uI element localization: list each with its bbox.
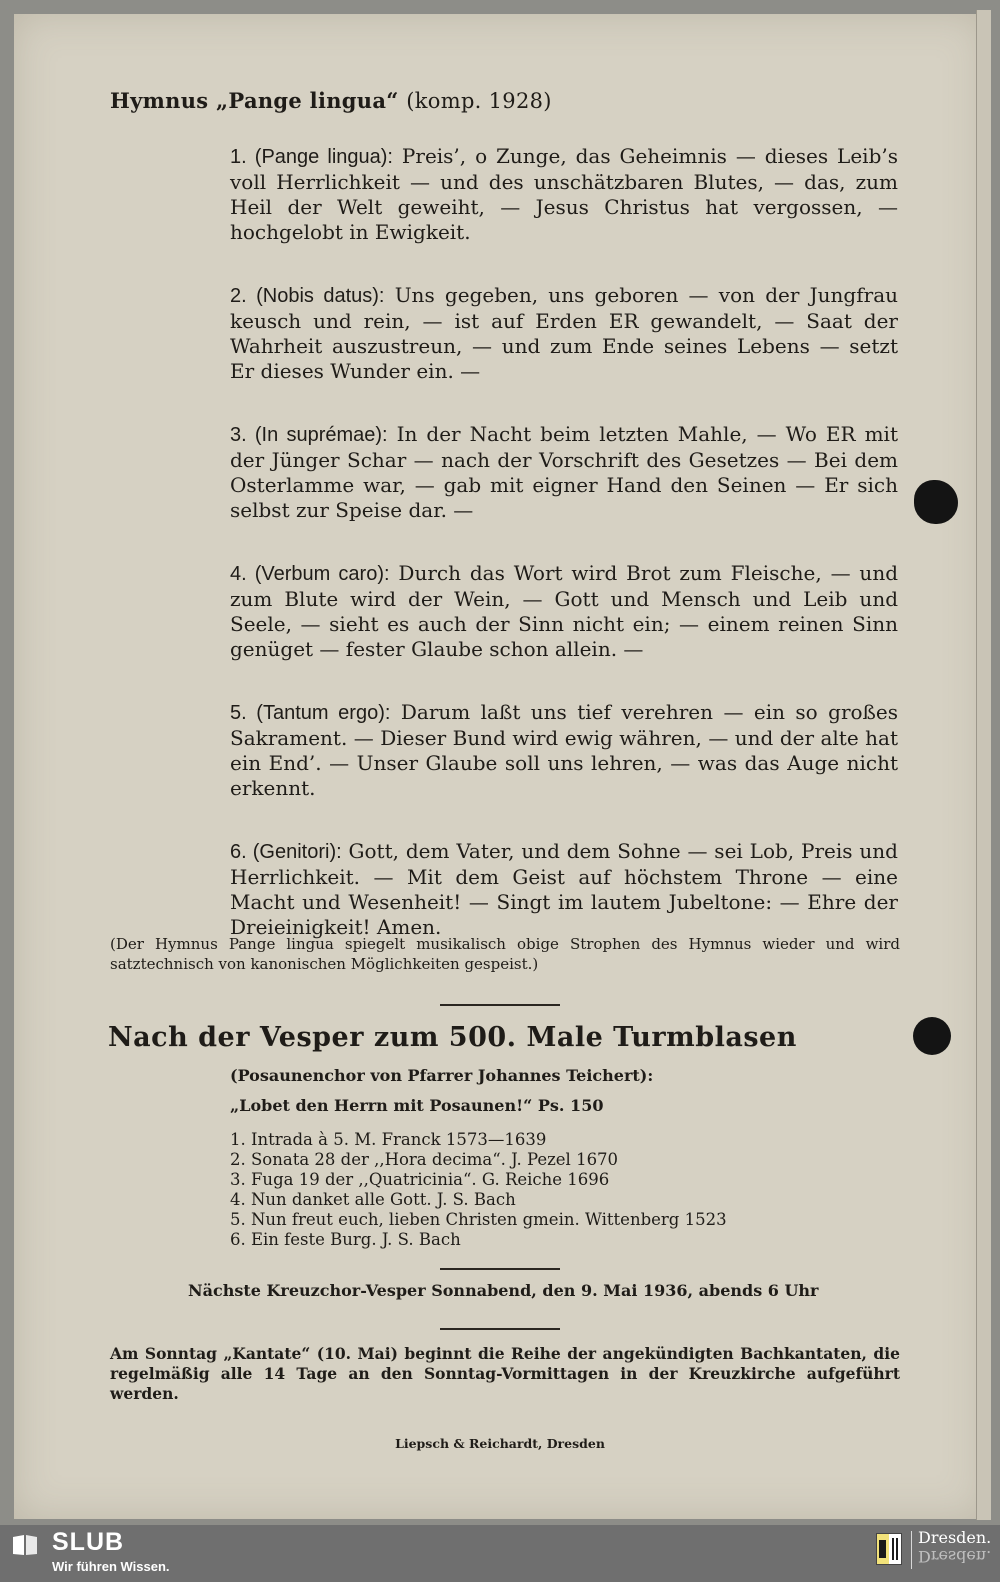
- hymn-composed-date: (komp. 1928): [406, 89, 552, 113]
- footer-divider: [911, 1531, 912, 1569]
- program-item: 2. Sonata 28 der ,,Hora decima“. J. Pezel 1670: [230, 1150, 619, 1169]
- slub-tagline: Wir führen Wissen.: [52, 1559, 170, 1574]
- punch-hole: [914, 480, 958, 524]
- page-edge: [976, 10, 991, 1520]
- divider: [440, 1268, 560, 1270]
- program-list: [230, 1130, 727, 1250]
- stanza-text: Uns gegeben, uns geboren — von der Jungfrau keusch und rein, — ist auf Erden ER gewandelt, — Saat der Wahrheit auszustreun, — und zum Ende seines Lebens — setzt Er dieses Wunder ein. —: [230, 283, 898, 383]
- stanza-text: Durch das Wort wird Brot zum Fleische, — und zum Blute wird der Wein, — Gott und Mensch und Leib und Seele, — sieht es auch der Sinn nicht ein; — einem reinen Sinn genüget — fester Glaube schon allein. —: [230, 561, 898, 661]
- stanza-label: 2. (Nobis datus):: [230, 285, 385, 307]
- choir-credit: (Posaunenchor von Pfarrer Johannes Teichert):: [230, 1066, 654, 1085]
- stanza-label: 1. (Pange lingua):: [230, 146, 393, 168]
- slub-logo-text[interactable]: SLUB: [52, 1528, 125, 1556]
- stanza: [230, 144, 898, 245]
- cantata-notice: Am Sonntag „Kantate“ (10. Mai) beginnt die Reihe der angekündigten Bachkantaten, die regelmäßig alle 14 Tage an den Sonntag-Vormittagen in der Kreuzkirche aufgeführt werden.: [110, 1344, 900, 1403]
- printer-imprint: Liepsch & Reichardt, Dresden: [395, 1436, 605, 1451]
- stanza-label: 4. (Verbum caro):: [230, 563, 390, 585]
- stanza-text: Preis’, o Zunge, das Geheimnis — dieses Leib’s voll Herrlichkeit — und des unschätzbaren Blutes, — das, zum Heil der Welt geweiht, — Jesus Christus hat vergossen, — hochgelobt in Ewigkeit.: [230, 144, 898, 244]
- stanza-text: Gott, dem Vater, und dem Sohne — sei Lob, Preis und Herrlichkeit. — Mit dem Geist auf höchstem Throne — eine Macht und Wesenheit! — Singt im lautem Jubeltone: — Ehre der Dreieinigkeit! Amen.: [230, 839, 898, 939]
- stanza: [230, 839, 898, 940]
- psalm-motto: „Lobet den Herrn mit Posaunen!“ Ps. 150: [230, 1096, 604, 1115]
- coat-of-arms-icon: [876, 1533, 902, 1565]
- divider: [440, 1004, 560, 1006]
- program-item: 6. Ein feste Burg. J. S. Bach: [230, 1230, 461, 1249]
- stanza: [230, 283, 898, 384]
- stanza-text: Darum laßt uns tief verehren — ein so großes Sakrament. — Dieser Bund wird ewig währen, — und der alte hat ein End’. — Unser Glaube soll uns lehren, — was das Auge nicht erkennt.: [230, 700, 899, 800]
- stanza: [230, 422, 898, 523]
- hymn-note: (Der Hymnus Pange lingua spiegelt musikalisch obige Strophen des Hymnus wieder und wird satztechnisch von kanonischen Möglichkeiten gespeist.): [110, 935, 900, 973]
- hymn-title-text: Hymnus „Pange lingua“: [110, 88, 399, 113]
- book-icon: [12, 1534, 38, 1556]
- dresden-logo-text: Dresden.: [918, 1528, 992, 1547]
- vesper-heading: Nach der Vesper zum 500. Male Turmblasen: [108, 1022, 797, 1053]
- stanza: [230, 561, 898, 662]
- stanza-text: In der Nacht beim letzten Mahle, — Wo ER mit der Jünger Schar — nach der Vorschrift des Gesetzes — Bei dem Osterlamme war, — gab mit eigner Hand den Seinen — Er sich selbst zur Speise dar. —: [230, 422, 898, 522]
- library-footer-bar: [0, 1525, 1000, 1582]
- dresden-logo[interactable]: [918, 1529, 991, 1565]
- stanza-label: 5. (Tantum ergo):: [230, 702, 391, 724]
- hymn-stanzas: [230, 124, 898, 978]
- next-vesper-notice: Nächste Kreuzchor-Vesper Sonnabend, den 9. Mai 1936, abends 6 Uhr: [188, 1281, 819, 1300]
- divider: [440, 1328, 560, 1330]
- punch-hole: [913, 1017, 951, 1055]
- stanza-label: 6. (Genitori):: [230, 841, 342, 863]
- dresden-logo-reflection: Dresden.: [918, 1547, 992, 1566]
- program-item: 1. Intrada à 5. M. Franck 1573—1639: [230, 1130, 547, 1149]
- hymn-title: [110, 88, 552, 113]
- program-item: 3. Fuga 19 der ,,Quatricinia“. G. Reiche 1696: [230, 1170, 610, 1189]
- stanza: [230, 700, 898, 801]
- program-item: 5. Nun freut euch, lieben Christen gmein. Wittenberg 1523: [230, 1210, 727, 1229]
- stanza-label: 3. (In suprémae):: [230, 424, 388, 446]
- program-item: 4. Nun danket alle Gott. J. S. Bach: [230, 1190, 516, 1209]
